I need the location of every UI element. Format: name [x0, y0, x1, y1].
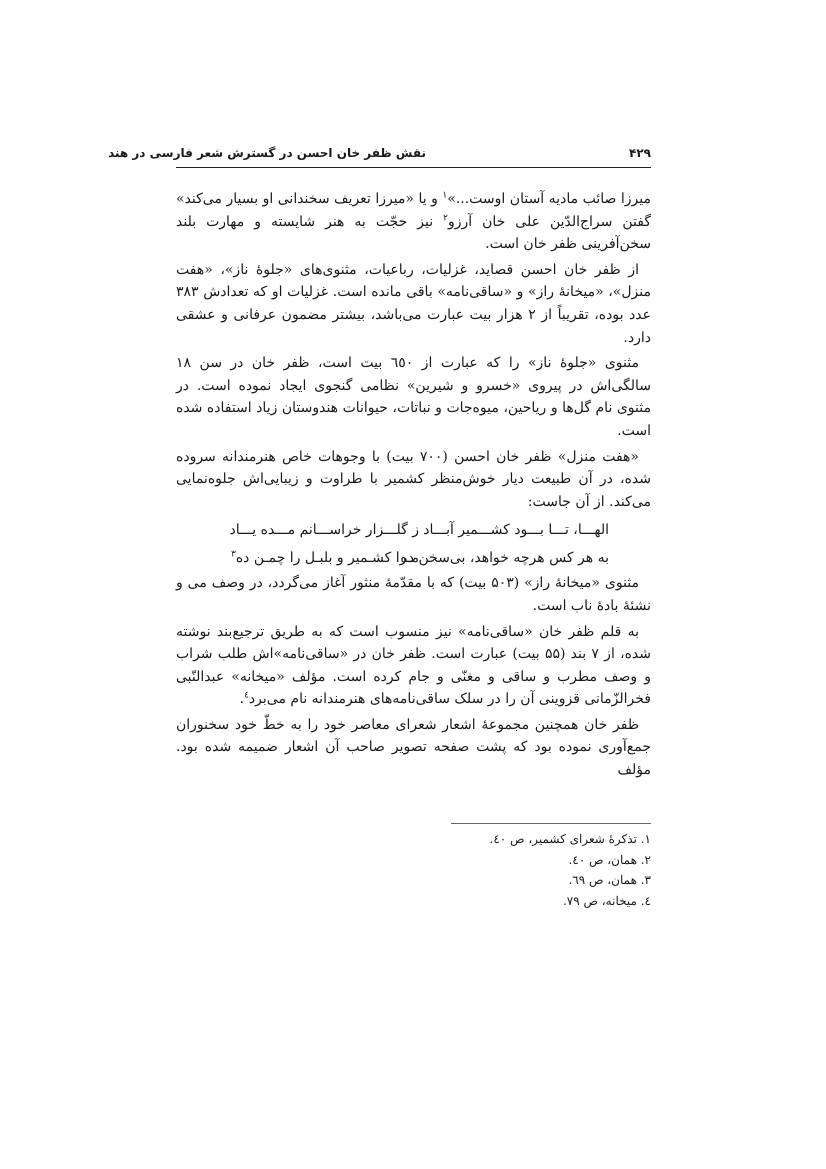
verse-2-hemistich-1: به هر کس هرچه خواهد، بی‌سخن ده [400, 550, 609, 567]
verse-2-hemistich-2: مـرا کشـمیر و بلبـل را چمـن ده$^۳$ [230, 549, 419, 567]
paragraph-2: از ظفر خان احسن قصاید، غزلیات، رباعیات، مثنوی‌های «جلوهٔ ناز»، «هفت منزل»، «میخانهٔ راز» و «ساقی‌نامه» باقی مانده است. غزلیات او که تعدادش ۳۸۳ عدد بوده، تقریباً از ۲ هزار بیت عبارت می‌باشد، بیشتر مضمون عرفانی و عشقی دارد. [176, 261, 652, 346]
footnote-2: ۲. همان، ص ٤٠. [568, 852, 651, 867]
paragraph-7: ظفر خان همچنین مجموعهٔ اشعار شعرای معاصر خود را به خطّ خود سخنوران جمع‌آوری نموده بود که پشت صفحه تصویر صاحب آن اشعار ضمیمه شده بود. مؤلف [176, 716, 651, 779]
running-header [108, 146, 651, 166]
footnotes [176, 829, 651, 911]
page-number: ۴۲۹ [629, 146, 651, 160]
verse-line-2 [176, 544, 651, 572]
footnote-ref-2: ۲ [443, 212, 448, 223]
paragraph-6: به قلم ظفر خان «ساقی‌نامه» نیز منسوب است که به طریق ترجیع‌بند نوشته شده، از ۷ بند (۵۵ بیت) عبارت است. ظفر خان در «ساقی‌نامه»اش طلب شراب و وصف مطرب و ساقی و مغنّی و جام کرده است. مؤلف «میخانه» عبدالنّبی فخرالزّمانی قزوینی آن را در سلک ساقی‌نامه‌های هنرمندانه نام می‌برد$^٤$. [176, 623, 652, 708]
footnote-ref-3: ۳ [230, 549, 236, 560]
footnote-1: ۱. تذکرهٔ شعرای کشمیر، ص ٤٠. [489, 832, 651, 846]
paragraph-1: میرزا صائب مادیه آستان اوست...»$^۱$ و یا «میرزا تعریف سخندانی او بسیار می‌کند» گفتن سراج‌الدّین علی خان آرزو$^۲$ نیز حجّت به هنر شایسته و مهارت بلند سخن‌آفرینی ظفر خان است. [176, 190, 651, 253]
footnote-ref-1: ۱ [442, 190, 448, 201]
footnote-3: ۳. همان، ص ٦٩. [568, 873, 651, 887]
footnote-rule [451, 823, 651, 824]
footnote-4: ٤. میخانه، ص ۷۹. [562, 893, 651, 908]
header-rule [176, 167, 651, 168]
paragraph-4: «هفت منزل» ظفر خان احسن (۷۰۰ بیت) با وجوهات خاص هنرمندانه سروده شده، در آن طبیعت دیار خوش‌منظر کشمیر با طراوت و زیبایی‌اش جلوه‌نمایی می‌کند. از آن جاست: [176, 448, 651, 510]
verse-1-hemistich-1: الهـــا، تـــا بـــود کشـــمیر آبـــاد [423, 522, 609, 539]
running-title: نقش ظفر خان احسن در گسترش شعر فارسی در هند [108, 146, 426, 160]
paragraph-3: مثنوی «جلوهٔ ناز» را که عبارت از ٦٥۰ بیت است، ظفر خان در سن ۱۸ سالگی‌اش در پیروی «خسرو و شیرین» نظامی گنجوی ایجاد نموده است. در مثنوی نام گل‌ها و ریاحین، میوه‌جات و نباتات، حیوانات هندوستان زیاد استفاده شده است. [176, 355, 651, 439]
footnote-ref-4: ٤ [244, 690, 249, 701]
main-text [176, 188, 651, 785]
paragraph-5: مثنوی «میخانهٔ راز» (۵۰۳ بیت) که با مقدّمهٔ منثور آغاز می‌گردد، در وصف می و نشئهٔ بادهٔ ناب است. [176, 575, 651, 614]
verse-line-1 [176, 516, 651, 544]
verse-1-hemistich-2: ز گلـــزار خراســـانم مـــده یـــاد [229, 522, 419, 539]
